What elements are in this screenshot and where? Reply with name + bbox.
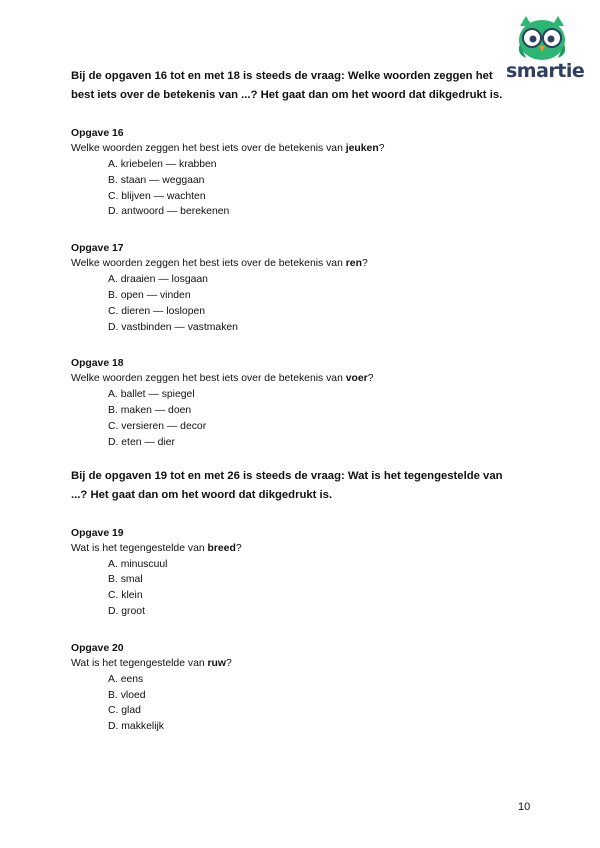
question-20: [71, 642, 511, 735]
answer-options: [71, 672, 511, 735]
answer-options: [71, 157, 511, 220]
question-prefix: Wat is het tegengestelde van: [71, 542, 208, 554]
option-c: C. glad: [108, 705, 141, 717]
question-title: Opgave 16: [71, 128, 124, 139]
question-suffix: ?: [361, 258, 368, 270]
option-a: A. eens: [108, 673, 144, 685]
answer-options: [71, 557, 511, 620]
section-intro-1: Bij de opgaven 16 tot en met 18 is steeds de vraag: Welke woorden zeggen het best iets over de betekenis van ...? Het gaat dan om het woord dat dikgedrukt is.: [71, 70, 503, 101]
question-keyword: breed: [207, 542, 236, 554]
question-18: [71, 357, 511, 450]
question-keyword: ruw: [207, 657, 226, 669]
question-suffix: ?: [378, 143, 385, 154]
option-d: D. groot: [108, 605, 145, 617]
option-b: B. maken — doen: [108, 405, 192, 417]
question-keyword: jeuken: [345, 143, 379, 154]
option-a: A. draaien — losgaan: [108, 274, 208, 286]
question-prefix: Welke woorden zeggen het best iets over de betekenis van: [71, 258, 346, 270]
option-d: D. makkelijk: [108, 721, 165, 733]
option-d: D. vastbinden — vastmaken: [108, 321, 238, 333]
option-b: B. staan — weggaan: [108, 174, 205, 186]
option-a: A. ballet — spiegel: [108, 389, 195, 401]
question-title: Opgave 20: [71, 642, 124, 654]
question-title: Opgave 17: [71, 243, 124, 255]
logo-text: smartie: [506, 60, 585, 82]
question-title: Opgave 19: [71, 527, 124, 539]
option-c: C. versieren — decor: [108, 420, 207, 432]
question-keyword: ren: [345, 258, 362, 270]
page-number: 10: [518, 801, 531, 813]
owl-icon: [506, 14, 578, 62]
option-d: D. antwoord — berekenen: [108, 206, 230, 218]
option-a: A. kriebelen — krabben: [108, 159, 217, 170]
question-16: [71, 127, 511, 220]
question-keyword: voer: [345, 373, 368, 385]
question-19: [71, 527, 511, 620]
question-suffix: ?: [235, 542, 242, 554]
option-a: A. minuscuul: [108, 558, 168, 570]
question-text: [71, 656, 511, 672]
question-text: [71, 256, 511, 272]
answer-options: [71, 387, 511, 450]
option-b: B. open — vinden: [108, 289, 191, 301]
question-suffix: ?: [367, 373, 374, 385]
section-intro-2: Bij de opgaven 19 tot en met 26 is steeds de vraag: Wat is het tegengestelde van ...? Het gaat dan om het woord dat dikgedrukt is.: [71, 469, 503, 501]
option-d: D. eten — dier: [108, 436, 175, 448]
question-prefix: Welke woorden zeggen het best iets over de betekenis van: [71, 143, 346, 154]
question-prefix: Wat is het tegengestelde van: [71, 657, 208, 669]
option-c: C. dieren — loslopen: [108, 305, 206, 317]
answer-options: [71, 272, 511, 335]
option-c: C. blijven — wachten: [108, 190, 206, 202]
smartie-logo: [506, 14, 585, 84]
option-b: B. smal: [108, 574, 143, 586]
question-text: [71, 541, 511, 557]
question-title: Opgave 18: [71, 358, 124, 370]
option-b: B. vloed: [108, 689, 146, 701]
question-text: [71, 371, 511, 387]
worksheet-content: [71, 67, 511, 735]
option-c: C. klein: [108, 590, 143, 602]
question-17: [71, 242, 511, 335]
question-text: [71, 141, 511, 157]
question-suffix: ?: [226, 657, 232, 669]
question-prefix: Welke woorden zeggen het best iets over de betekenis van: [71, 373, 346, 385]
